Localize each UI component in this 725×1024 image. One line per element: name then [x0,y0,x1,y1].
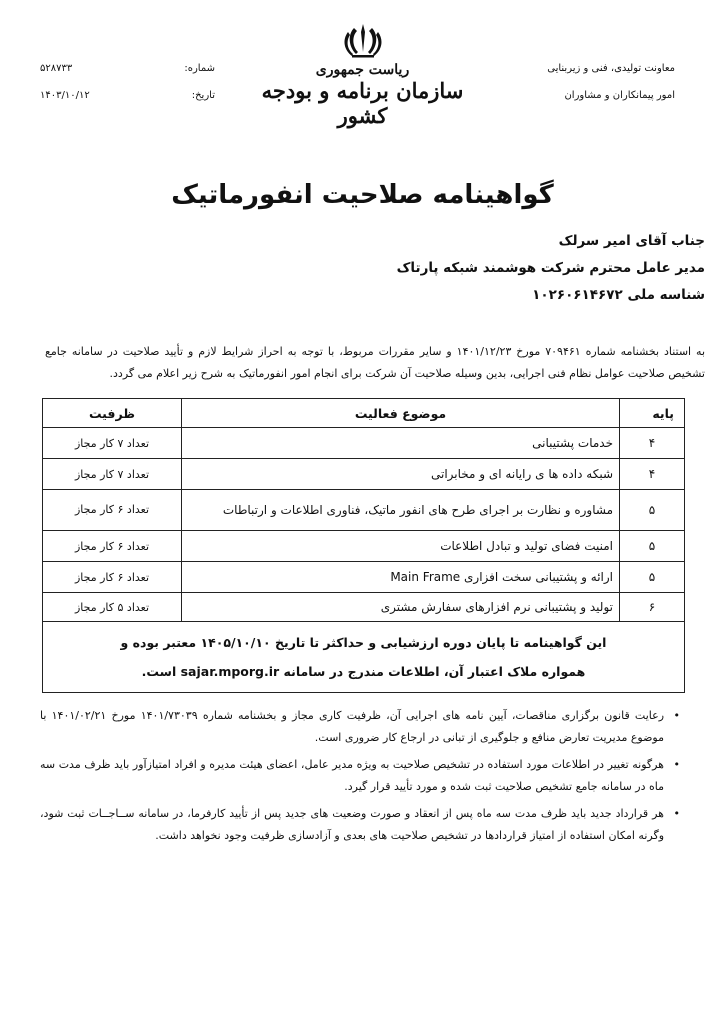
number-label: شماره: [184,63,215,74]
note-text: هرگونه تغییر در اطلاعات مورد استفاده در تشخیص صلاحیت به ویژه مدیر عامل، اعضای هیئت مدیره و افراد امتیازآور باید ظرف مدت سه ماه در سامانه جامع تشخیص صلاحیت ثبت شده و مورد تأیید قرار گیرد. [40,758,664,793]
table-row [43,428,685,459]
date-value: ۱۴۰۳/۱۰/۱۲ [40,90,90,101]
row-base: ۵ [620,562,685,593]
header-capacity: ظرفیت [43,399,182,428]
table-row [43,459,685,490]
header-base: پایه [620,399,685,428]
date-label: تاریخ: [191,90,215,101]
row-subject: شبکه داده ها ی رایانه ای و مخابراتی [182,459,620,490]
row-subject: امنیت فضای تولید و تبادل اطلاعات [182,531,620,562]
recipient-name: جناب آقای امیر سرلک [558,233,705,249]
note-text: رعایت قانون برگزاری مناقصات، آیین نامه های اجرایی آن، ظرفیت کاری مجاز و بخشنامه شماره ۱۴۰۱/۷۳۰۳۹ مورخ ۱۴۰۱/۰۲/۲۱ با موضوع مدیریت تعارض منافع و جلوگیری از تبانی در ارجاع کار ضروری است. [40,709,665,744]
note-text: هر قرارداد جدید باید ظرف مدت سه ماه پس از انعقاد و صورت وضعیت های جدید پس از تأیید کارفرما، در سامانه ســاجــات ثبت شود، وگرنه امکان استفاده از امتیاز قراردادها در تشخیص صلاحیت های بعدی و آزادسازی ظرفیت وجود نخواهد داشت. [40,807,664,842]
header-subject: موضوع فعالیت [182,399,620,428]
validity-line-1: این گواهینامه تا پایان دوره ارزشیابی و حداکثر تا تاریخ ۱۴۰۵/۱۰/۱۰ معتبر بوده و [120,635,607,650]
table-row [43,531,685,562]
header-department [547,55,675,109]
row-capacity: تعداد ۷ کار مجاز [43,459,182,490]
recipient-national-id: شناسه ملی ۱۰۲۶۰۶۱۴۶۷۲ [532,287,705,303]
header-reference [40,55,215,109]
list-item [40,705,680,749]
intro-paragraph: به استناد بخشنامه شماره ۷۰۹۴۶۱ مورخ ۱۴۰۱/۱۲/۲۳ و سایر مقررات مربوط، با توجه به احراز شرایط لازم و تأیید صلاحیت در سامانه جامع تشخیص صلاحیت عوامل نظام فنی اجرایی، بدین وسیله صلاحیت آن شرکت برای انجام امور انفورماتیک به شرح زیر اعلام می گردد. [45,345,706,380]
validity-line-2: همواره ملاک اعتبار آن، اطلاعات مندرج در سامانه sajar.mporg.ir است. [141,664,586,679]
row-base: ۴ [620,459,685,490]
department-line-1: معاونت تولیدی، فنی و زیربنایی [547,63,675,74]
row-capacity: تعداد ۵ کار مجاز [43,593,182,622]
recipient-block [397,228,705,309]
row-subject: تولید و پشتیبانی نرم افزارهای سفارش مشتری [182,593,620,622]
qualification-table [42,398,685,693]
row-base: ۵ [620,531,685,562]
validity-cell [43,622,685,693]
department-line-2: امور پیمانکاران و مشاوران [564,90,675,101]
table-header-row [43,399,685,428]
row-subject: خدمات پشتیبانی [182,428,620,459]
number-row [40,55,215,82]
row-subject: مشاوره و نظارت بر اجرای طرح های انفور ماتیک، فناوری اطلاعات و ارتباطات [182,490,620,531]
row-base: ۵ [620,490,685,531]
document-title: گواهینامه صلاحیت انفورماتیک [171,180,554,210]
row-capacity: تعداد ۶ کار مجاز [43,562,182,593]
row-base: ۶ [620,593,685,622]
number-value: ۵۲۸۷۳۳ [40,63,73,74]
presidency-text: ریاست جمهوری [315,62,410,78]
table-row [43,562,685,593]
row-base: ۴ [620,428,685,459]
bullet-icon: • [673,807,680,820]
list-item [40,754,680,798]
table-row [43,593,685,622]
list-item [40,803,680,847]
iran-emblem-icon [340,22,386,60]
recipient-position: مدیر عامل محترم شرکت هوشمند شبکه پارتاک [396,260,705,276]
date-row [40,82,215,109]
validity-row [43,622,685,693]
row-capacity: تعداد ۶ کار مجاز [43,531,182,562]
bullet-icon: • [673,709,680,722]
row-capacity: تعداد ۶ کار مجاز [43,490,182,531]
bullet-icon: • [673,758,680,771]
organization-name: سازمان برنامه و بودجه کشور [261,78,464,128]
notes-list [40,705,680,852]
row-capacity: تعداد ۷ کار مجاز [43,428,182,459]
table-row [43,490,685,531]
header-emblem-block [255,22,470,132]
row-subject: ارائه و پشتیبانی سخت افزاری Main Frame [182,562,620,593]
